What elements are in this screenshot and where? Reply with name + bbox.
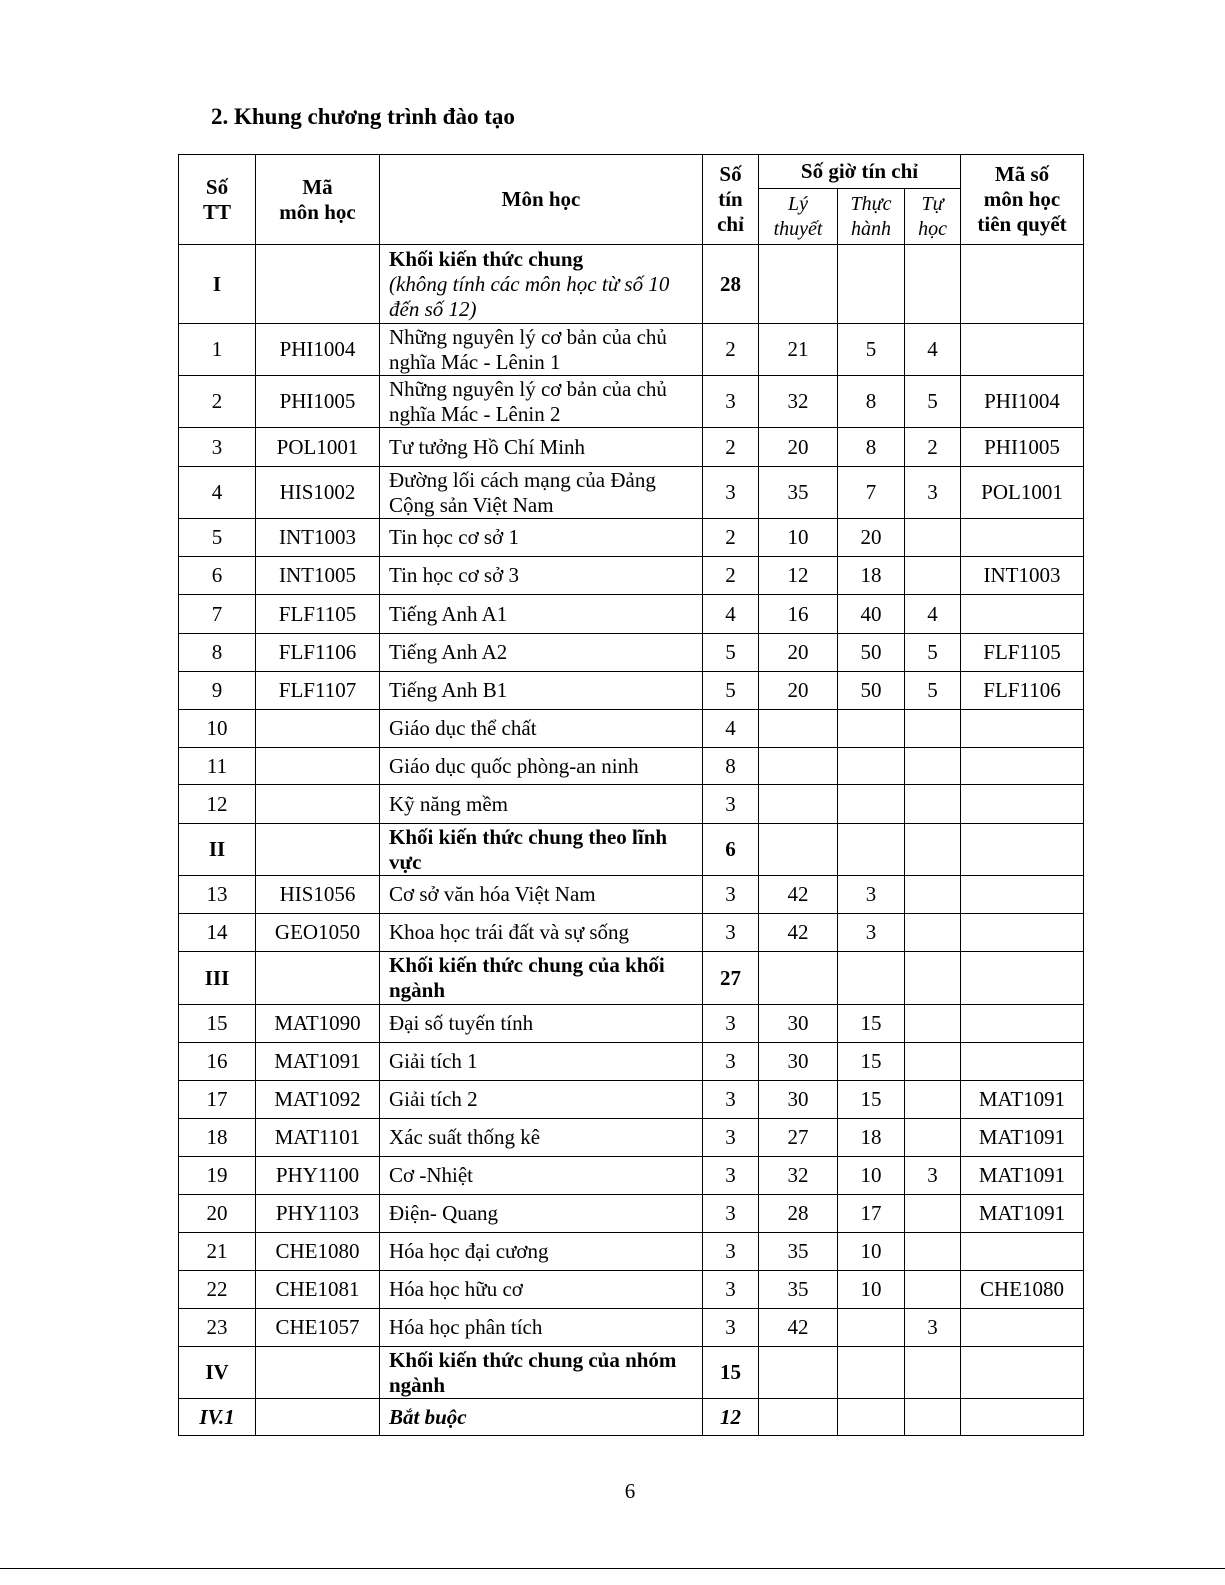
theory-hours: 35 [759, 1271, 838, 1309]
table-row [179, 1195, 1084, 1233]
course-name [380, 1005, 703, 1043]
prerequisite-code: PHI1004 [961, 376, 1084, 428]
row-stt: 11 [179, 748, 256, 785]
course-code: PHI1004 [256, 324, 380, 376]
header-hours: Số giờ tín chỉ [759, 155, 961, 189]
table-row [179, 634, 1084, 672]
self-study-hours: 5 [905, 376, 961, 428]
practice-hours: 17 [838, 1195, 905, 1233]
course-name-text: Những nguyên lý cơ bản của chủ nghĩa Mác - Lênin 1 [389, 324, 667, 374]
course-name [380, 876, 703, 914]
section-heading: 2. Khung chương trình đào tạo [211, 104, 515, 129]
theory-hours: 42 [759, 876, 838, 914]
course-name [380, 1271, 703, 1309]
table-row [179, 748, 1084, 785]
practice-hours [838, 785, 905, 824]
section-row [179, 1347, 1084, 1399]
prerequisite-code: MAT1091 [961, 1195, 1084, 1233]
prerequisite-code [961, 785, 1084, 824]
course-name-text: Những nguyên lý cơ bản của chủ nghĩa Mác - Lênin 2 [389, 376, 667, 426]
row-stt: 7 [179, 595, 256, 634]
header-credits: Số tín chỉ [703, 155, 759, 245]
section-row [179, 245, 1084, 324]
course-code: FLF1107 [256, 672, 380, 710]
course-name-text: Kỹ năng mềm [389, 791, 508, 816]
course-code [256, 1399, 380, 1436]
credit-count: 3 [703, 376, 759, 428]
prerequisite-code [961, 1347, 1084, 1399]
self-study-hours: 5 [905, 672, 961, 710]
course-name-text: Giải tích 1 [389, 1049, 478, 1073]
table-row [179, 1309, 1084, 1347]
header-code: Mã môn học [256, 155, 380, 245]
prerequisite-code: FLF1105 [961, 634, 1084, 672]
practice-hours: 50 [838, 672, 905, 710]
credit-count: 3 [703, 1005, 759, 1043]
section-row [179, 952, 1084, 1005]
row-stt: 4 [179, 467, 256, 519]
self-study-hours [905, 1399, 961, 1436]
credit-count: 3 [703, 1195, 759, 1233]
practice-hours [838, 245, 905, 324]
credit-count: 27 [703, 952, 759, 1005]
course-name-text: Điện- Quang [389, 1201, 499, 1225]
practice-hours: 15 [838, 1081, 905, 1119]
practice-hours: 8 [838, 428, 905, 467]
theory-hours: 35 [759, 1233, 838, 1271]
practice-hours: 40 [838, 595, 905, 634]
self-study-hours [905, 1043, 961, 1081]
course-code: FLF1106 [256, 634, 380, 672]
course-code: MAT1092 [256, 1081, 380, 1119]
table-row [179, 914, 1084, 952]
self-study-hours [905, 245, 961, 324]
course-code: PHI1005 [256, 376, 380, 428]
course-name-text: Giáo dục quốc phòng-an ninh [389, 753, 639, 778]
course-code: CHE1081 [256, 1271, 380, 1309]
self-study-hours [905, 748, 961, 785]
course-code: PHY1103 [256, 1195, 380, 1233]
prerequisite-code [961, 710, 1084, 748]
course-code: GEO1050 [256, 914, 380, 952]
prerequisite-code: POL1001 [961, 467, 1084, 519]
course-code: FLF1105 [256, 595, 380, 634]
self-study-hours [905, 876, 961, 914]
bottom-rule [0, 1568, 1225, 1569]
credit-count: 2 [703, 428, 759, 467]
credit-count: 6 [703, 824, 759, 876]
theory-hours [759, 1399, 838, 1436]
prerequisite-code: MAT1091 [961, 1157, 1084, 1195]
row-stt: IV.1 [179, 1399, 256, 1436]
practice-hours: 10 [838, 1157, 905, 1195]
course-name [380, 1119, 703, 1157]
table-row [179, 1081, 1084, 1119]
prerequisite-code [961, 1309, 1084, 1347]
practice-hours: 20 [838, 519, 905, 557]
course-code: MAT1091 [256, 1043, 380, 1081]
practice-hours [838, 824, 905, 876]
course-name-text: Bắt buộc [389, 1404, 467, 1429]
self-study-hours [905, 952, 961, 1005]
prerequisite-code [961, 952, 1084, 1005]
course-name-text: Tư tưởng Hồ Chí Minh [389, 434, 586, 459]
table-row [179, 428, 1084, 467]
practice-hours: 18 [838, 557, 905, 595]
prerequisite-code [961, 1005, 1084, 1043]
row-stt: 17 [179, 1081, 256, 1119]
curriculum-table [178, 154, 1084, 1436]
self-study-hours [905, 1081, 961, 1119]
course-code: MAT1101 [256, 1119, 380, 1157]
course-code: INT1005 [256, 557, 380, 595]
prerequisite-code [961, 595, 1084, 634]
table-row [179, 376, 1084, 428]
theory-hours: 28 [759, 1195, 838, 1233]
credit-count: 4 [703, 595, 759, 634]
course-code [256, 824, 380, 876]
course-name-text: Tiếng Anh A2 [389, 640, 508, 664]
prerequisite-code [961, 1233, 1084, 1271]
theory-hours: 42 [759, 914, 838, 952]
credit-count: 3 [703, 1119, 759, 1157]
prerequisite-code: INT1003 [961, 557, 1084, 595]
course-name [380, 595, 703, 634]
self-study-hours [905, 1195, 961, 1233]
self-study-hours: 3 [905, 467, 961, 519]
practice-hours [838, 1399, 905, 1436]
section-row [179, 1399, 1084, 1436]
credit-count: 8 [703, 748, 759, 785]
theory-hours: 20 [759, 672, 838, 710]
table-row [179, 710, 1084, 748]
header-theory: Lý thuyết [759, 189, 838, 245]
credit-count: 3 [703, 1157, 759, 1195]
practice-hours: 3 [838, 914, 905, 952]
theory-hours: 16 [759, 595, 838, 634]
course-name-text: Hóa học hữu cơ [389, 1277, 523, 1301]
self-study-hours [905, 1271, 961, 1309]
credit-count: 2 [703, 519, 759, 557]
course-name [380, 1399, 703, 1436]
credit-count: 12 [703, 1399, 759, 1436]
course-name-text: Hóa học đại cương [389, 1239, 549, 1263]
theory-hours [759, 748, 838, 785]
self-study-hours: 3 [905, 1157, 961, 1195]
course-name [380, 672, 703, 710]
row-stt: 23 [179, 1309, 256, 1347]
self-study-hours [905, 1233, 961, 1271]
self-study-hours [905, 785, 961, 824]
self-study-hours: 2 [905, 428, 961, 467]
credit-count: 4 [703, 710, 759, 748]
header-prereq: Mã số môn học tiên quyết [961, 155, 1084, 245]
header-self: Tự học [905, 189, 961, 245]
table-row [179, 785, 1084, 824]
row-stt: 16 [179, 1043, 256, 1081]
theory-hours [759, 785, 838, 824]
course-code: HIS1056 [256, 876, 380, 914]
course-name [380, 245, 703, 324]
prerequisite-code [961, 748, 1084, 785]
practice-hours: 10 [838, 1233, 905, 1271]
course-name-text: Giải tích 2 [389, 1087, 478, 1111]
row-stt: 19 [179, 1157, 256, 1195]
header-subject: Môn học [380, 155, 703, 245]
course-code [256, 748, 380, 785]
course-name-text: Cơ -Nhiệt [389, 1163, 474, 1187]
row-stt: 2 [179, 376, 256, 428]
credit-count: 3 [703, 914, 759, 952]
course-code [256, 710, 380, 748]
course-name [380, 1233, 703, 1271]
self-study-hours: 3 [905, 1309, 961, 1347]
credit-count: 2 [703, 557, 759, 595]
theory-hours [759, 824, 838, 876]
table-row [179, 672, 1084, 710]
theory-hours [759, 245, 838, 324]
credit-count: 3 [703, 467, 759, 519]
self-study-hours: 4 [905, 324, 961, 376]
self-study-hours [905, 710, 961, 748]
practice-hours [838, 1309, 905, 1347]
credit-count: 3 [703, 785, 759, 824]
credit-count: 3 [703, 1233, 759, 1271]
row-stt: 3 [179, 428, 256, 467]
self-study-hours [905, 824, 961, 876]
course-name-text: Giáo dục thể chất [389, 716, 537, 740]
self-study-hours [905, 519, 961, 557]
course-code: HIS1002 [256, 467, 380, 519]
table-body [179, 245, 1084, 1436]
course-name-text: Xác suất thống kê [389, 1125, 541, 1149]
prerequisite-code [961, 1399, 1084, 1436]
page-number: 6 [624, 1479, 636, 1503]
course-name-text: Khối kiến thức chung của khối ngành [389, 953, 665, 1002]
table-row [179, 1157, 1084, 1195]
table-row [179, 1043, 1084, 1081]
practice-hours: 18 [838, 1119, 905, 1157]
course-name-text: Tiếng Anh B1 [389, 678, 508, 702]
theory-hours: 32 [759, 376, 838, 428]
credit-count: 2 [703, 324, 759, 376]
table-row [179, 876, 1084, 914]
prerequisite-code: MAT1091 [961, 1119, 1084, 1157]
table-row [179, 324, 1084, 376]
prerequisite-code [961, 914, 1084, 952]
practice-hours [838, 748, 905, 785]
course-name [380, 1081, 703, 1119]
course-name [380, 376, 703, 428]
practice-hours: 15 [838, 1005, 905, 1043]
course-name [380, 914, 703, 952]
theory-hours: 30 [759, 1005, 838, 1043]
course-name [380, 785, 703, 824]
row-stt: 14 [179, 914, 256, 952]
prerequisite-code [961, 245, 1084, 324]
self-study-hours [905, 914, 961, 952]
course-name-text: Đường lối cách mạng của Đảng Cộng sản Việt Nam [389, 467, 656, 517]
course-name [380, 428, 703, 467]
row-stt: 18 [179, 1119, 256, 1157]
header-practice: Thực hành [838, 189, 905, 245]
practice-hours [838, 710, 905, 748]
table-row [179, 1271, 1084, 1309]
theory-hours: 42 [759, 1309, 838, 1347]
theory-hours: 20 [759, 634, 838, 672]
course-code [256, 245, 380, 324]
row-stt: 20 [179, 1195, 256, 1233]
course-code: POL1001 [256, 428, 380, 467]
theory-hours: 32 [759, 1157, 838, 1195]
credit-count: 15 [703, 1347, 759, 1399]
row-stt: 8 [179, 634, 256, 672]
credit-count: 5 [703, 634, 759, 672]
course-name [380, 1043, 703, 1081]
course-name [380, 824, 703, 876]
theory-hours: 10 [759, 519, 838, 557]
course-code: CHE1080 [256, 1233, 380, 1271]
course-name [380, 1157, 703, 1195]
theory-hours: 35 [759, 467, 838, 519]
prerequisite-code: PHI1005 [961, 428, 1084, 467]
credit-count: 28 [703, 245, 759, 324]
course-name-text: Hóa học phân tích [389, 1315, 543, 1339]
course-name [380, 634, 703, 672]
header-stt: Số TT [179, 155, 256, 245]
credit-count: 3 [703, 876, 759, 914]
course-name [380, 1347, 703, 1399]
course-name [380, 748, 703, 785]
credit-count: 3 [703, 1271, 759, 1309]
theory-hours: 20 [759, 428, 838, 467]
row-stt: 6 [179, 557, 256, 595]
course-name-text: Cơ sở văn hóa Việt Nam [389, 882, 596, 906]
prerequisite-code [961, 824, 1084, 876]
practice-hours [838, 1347, 905, 1399]
prerequisite-code [961, 1043, 1084, 1081]
credit-count: 3 [703, 1081, 759, 1119]
practice-hours: 7 [838, 467, 905, 519]
course-name [380, 557, 703, 595]
row-stt: 15 [179, 1005, 256, 1043]
row-stt: I [179, 245, 256, 324]
table-row [179, 557, 1084, 595]
row-stt: II [179, 824, 256, 876]
row-stt: 22 [179, 1271, 256, 1309]
table-row [179, 467, 1084, 519]
section-note: (không tính các môn học từ số 10 đến số 12) [389, 271, 670, 321]
course-code [256, 952, 380, 1005]
self-study-hours: 4 [905, 595, 961, 634]
credit-count: 3 [703, 1309, 759, 1347]
row-stt: 9 [179, 672, 256, 710]
course-name-text: Tiếng Anh A1 [389, 601, 508, 626]
self-study-hours [905, 1347, 961, 1399]
credit-count: 3 [703, 1043, 759, 1081]
table-row [179, 595, 1084, 634]
course-name [380, 519, 703, 557]
course-name [380, 1309, 703, 1347]
theory-hours: 12 [759, 557, 838, 595]
course-code [256, 1347, 380, 1399]
practice-hours: 5 [838, 324, 905, 376]
course-name [380, 1195, 703, 1233]
section-row [179, 824, 1084, 876]
prerequisite-code: MAT1091 [961, 1081, 1084, 1119]
course-name-text: Khoa học trái đất và sự sống [389, 920, 629, 944]
practice-hours: 3 [838, 876, 905, 914]
credit-count: 5 [703, 672, 759, 710]
self-study-hours [905, 557, 961, 595]
course-code: MAT1090 [256, 1005, 380, 1043]
course-name [380, 324, 703, 376]
prerequisite-code: CHE1080 [961, 1271, 1084, 1309]
theory-hours: 30 [759, 1043, 838, 1081]
theory-hours: 21 [759, 324, 838, 376]
course-code: INT1003 [256, 519, 380, 557]
prerequisite-code [961, 519, 1084, 557]
row-stt: 5 [179, 519, 256, 557]
theory-hours: 30 [759, 1081, 838, 1119]
course-name-text: Khối kiến thức chung theo lĩnh vực [389, 824, 668, 874]
course-name [380, 710, 703, 748]
row-stt: 12 [179, 785, 256, 824]
row-stt: 1 [179, 324, 256, 376]
table-row [179, 1233, 1084, 1271]
row-stt: 21 [179, 1233, 256, 1271]
course-name [380, 952, 703, 1005]
practice-hours: 8 [838, 376, 905, 428]
row-stt: IV [179, 1347, 256, 1399]
practice-hours: 50 [838, 634, 905, 672]
course-name-text: Tin học cơ sở 1 [389, 525, 519, 549]
course-name [380, 467, 703, 519]
practice-hours [838, 952, 905, 1005]
prerequisite-code [961, 324, 1084, 376]
practice-hours: 10 [838, 1271, 905, 1309]
course-code: PHY1100 [256, 1157, 380, 1195]
theory-hours [759, 952, 838, 1005]
table-row [179, 1005, 1084, 1043]
self-study-hours [905, 1119, 961, 1157]
course-name-text: Khối kiến thức chung [389, 246, 584, 271]
self-study-hours [905, 1005, 961, 1043]
prerequisite-code: FLF1106 [961, 672, 1084, 710]
theory-hours [759, 1347, 838, 1399]
course-name-text: Tin học cơ sở 3 [389, 563, 519, 587]
theory-hours: 27 [759, 1119, 838, 1157]
theory-hours [759, 710, 838, 748]
row-stt: III [179, 952, 256, 1005]
self-study-hours: 5 [905, 634, 961, 672]
course-name-text: Khối kiến thức chung của nhóm ngành [389, 1347, 677, 1397]
course-code [256, 785, 380, 824]
prerequisite-code [961, 876, 1084, 914]
table-row [179, 519, 1084, 557]
course-name-text: Đại số tuyến tính [389, 1011, 534, 1035]
practice-hours: 15 [838, 1043, 905, 1081]
table-row [179, 1119, 1084, 1157]
course-code: CHE1057 [256, 1309, 380, 1347]
row-stt: 10 [179, 710, 256, 748]
row-stt: 13 [179, 876, 256, 914]
